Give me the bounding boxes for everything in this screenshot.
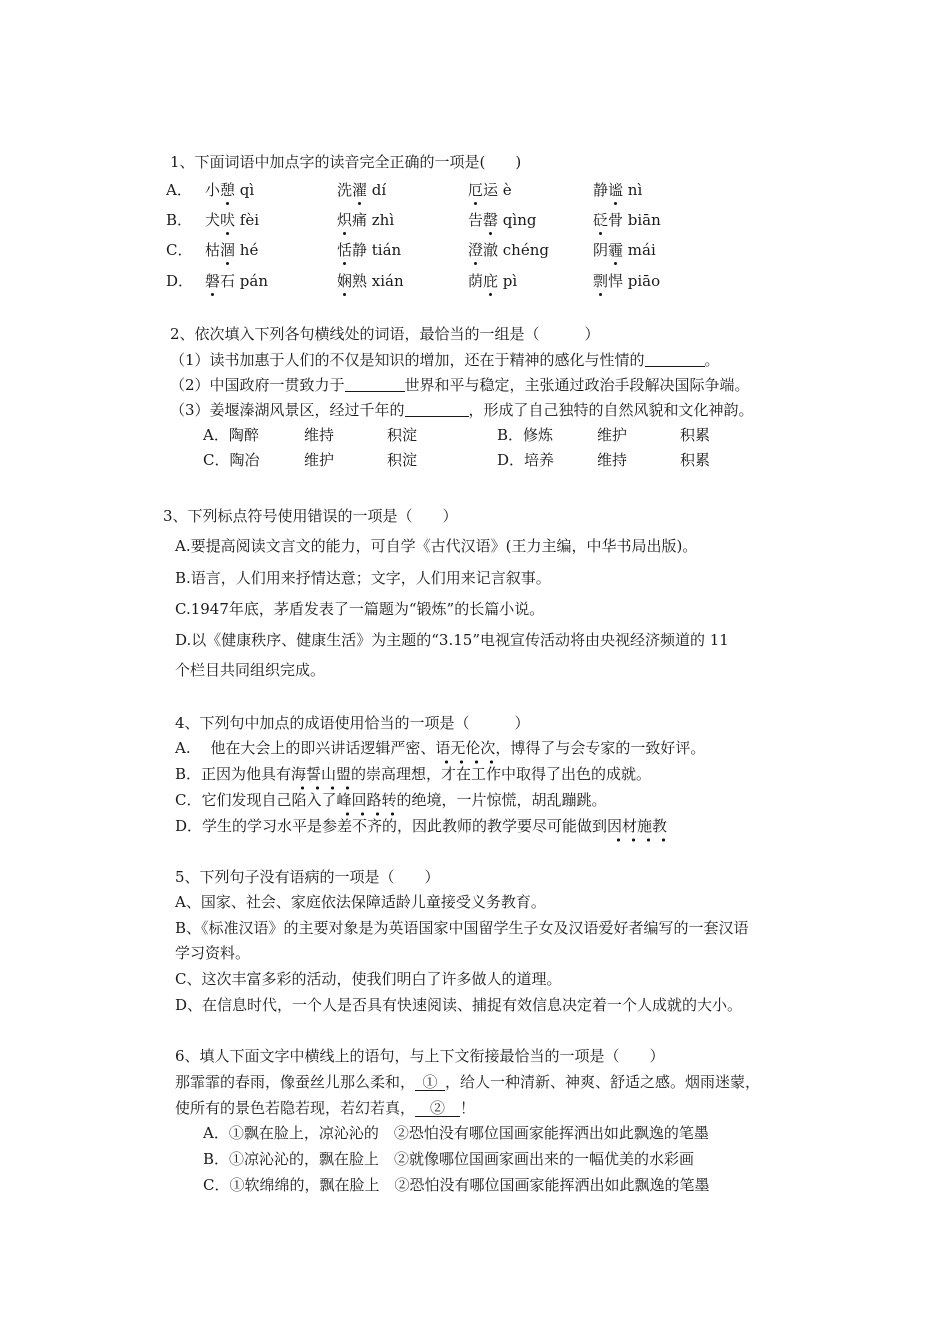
dotted-char: 厄: [468, 181, 484, 199]
q5-option-d: D、在信息时代，一个人是否具有快速阅读、捕捉有效信息决定着一个人成就的大小。: [175, 996, 743, 1014]
q4-option-c: C．它们发现自己陷入了峰回路转的绝境，一片惊慌，胡乱蹦跳。: [175, 791, 607, 809]
q2-opt-d-2: 维持: [597, 451, 628, 469]
dotted-char: 濯: [352, 181, 368, 199]
q1-option-b-word: 告罄 qìng: [468, 211, 537, 229]
dotted-char: 霾: [608, 241, 624, 259]
blank-marker-2[interactable]: ②: [415, 1099, 461, 1117]
q5-option-b-line2: 学习资料。: [175, 944, 251, 962]
q6-option-a: A．①飘在脸上，凉沁沁的 ②恐怕没有哪位国画家能挥洒出如此飘逸的笔墨: [203, 1124, 709, 1142]
q1-option-c-label: C．: [166, 241, 193, 259]
q4-option-d: D．学生的学习水平是参差不齐的，因此教师的教学要尽可能做到因材施教: [175, 817, 668, 835]
blank-marker-1[interactable]: ①: [415, 1073, 446, 1091]
dotted-char: 剽: [593, 272, 609, 290]
q6-option-c: C．①软绵绵的，飘在脸上 ②恐怕没有哪位国画家能挥洒出如此飘逸的笔墨: [203, 1176, 710, 1194]
q3-option-d-line1: D.以《健康秩序、健康生活》为主题的“3.15”电视宣传活动将由央视经济频道的 11: [175, 631, 729, 649]
dotted-char: 憩: [220, 181, 236, 199]
q1-option-a-word: 静谧 nì: [593, 181, 643, 199]
q2-opt-a-1: A．陶醉: [203, 426, 259, 444]
q2-sentence-1: （1）读书加惠于人们的不仅是知识的增加，还在于精神的感化与性情的 。: [170, 351, 720, 369]
dotted-char: 罄: [483, 211, 499, 229]
q6-passage-line2: 使所有的景色若隐若现，若幻若真， ② ！: [175, 1099, 476, 1117]
answer-blank[interactable]: [405, 400, 469, 417]
q6-passage-line1: 那霏霏的春雨，像蚕丝儿那么柔和， ① ，给人一种清新、神爽、舒适之感。烟雨迷蒙，: [175, 1073, 761, 1091]
q5-option-c: C、这次丰富多彩的活动，使我们明白了许多做人的道理。: [175, 970, 562, 988]
q1-option-a-word: 洗濯 dí: [337, 181, 387, 199]
dotted-char: 庇: [483, 272, 499, 290]
q1-option-b-label: B．: [166, 211, 193, 229]
q1-option-a-word: 小憩 qì: [205, 181, 255, 199]
q2-opt-b-1: B．修炼: [497, 426, 554, 444]
q1-option-d-word: 娴熟 xián: [337, 272, 404, 290]
q3-option-b: B.语言，人们用来抒情达意；文字，人们用来记言叙事。: [175, 569, 551, 587]
q3-stem: 3、下列标点符号使用错误的一项是（ ）: [163, 507, 458, 525]
answer-blank[interactable]: [345, 375, 405, 392]
q1-option-b-word: 砭骨 biān: [593, 211, 661, 229]
dotted-char: 砭: [593, 211, 609, 229]
q1-option-c-word: 恬静 tián: [337, 241, 402, 259]
dotted-char: 娴: [337, 272, 353, 290]
dotted-char: 恬: [337, 241, 353, 259]
dotted-char: 磐: [205, 272, 221, 290]
q2-opt-c-3: 积淀: [387, 451, 418, 469]
dotted-char: 澄: [468, 241, 484, 259]
q2-opt-d-1: D．培养: [497, 451, 555, 469]
q5-stem: 5、下列句子没有语病的一项是（ ）: [175, 868, 440, 886]
q1-option-d-word: 剽悍 piāo: [593, 272, 661, 290]
q1-option-b-word: 犬吠 fèi: [205, 211, 260, 229]
dotted-char: 吠: [220, 211, 236, 229]
q3-option-a: A.要提高阅读文言文的能力，可自学《古代汉语》(王力主编，中华书局出版)。: [175, 537, 698, 555]
q1-option-c-word: 阴霾 mái: [593, 241, 656, 259]
q4-option-a: A. 他在大会上的即兴讲话逻辑严密、语无伦次，博得了与会专家的一致好评。: [175, 739, 706, 757]
q4-option-b: B．正因为他具有海誓山盟的崇高理想，才在工作中取得了出色的成就。: [175, 765, 652, 783]
q1-option-b-word: 炽痛 zhì: [337, 211, 395, 229]
q1-option-c-word: 枯涸 hé: [205, 241, 259, 259]
q2-opt-d-3: 积累: [680, 451, 711, 469]
answer-blank[interactable]: [645, 350, 705, 367]
q3-option-d-line2: 个栏目共同组织完成。: [175, 661, 326, 679]
q2-sentence-2: （2）中国政府一贯致力于 世界和平与稳定，主张通过政治手段解决国际争端。: [170, 376, 750, 394]
q2-sentence-3: （3）姜堰溱湖风景区，经过千年的 ，形成了自己独特的自然风貌和文化神韵。: [170, 401, 754, 419]
q2-opt-b-2: 维护: [597, 426, 628, 444]
dotted-char: 谧: [608, 181, 624, 199]
q3-option-c: C.1947年底，茅盾发表了一篇题为“锻炼”的长篇小说。: [175, 600, 545, 618]
q2-opt-c-2: 维护: [304, 451, 335, 469]
dotted-idiom: 海誓山盟: [291, 765, 352, 783]
q2-stem: 2、依次填入下列各句横线处的词语，最恰当的一组是（ ）: [170, 325, 600, 343]
q1-option-a-word: 厄运 è: [468, 181, 512, 199]
q1-stem: 1、下面词语中加点字的读音完全正确的一项是( ): [170, 153, 522, 171]
q6-option-b: B．①凉沁沁的，飘在脸上 ②就像哪位国画家画出来的一幅优美的水彩画: [203, 1150, 695, 1168]
q2-opt-a-2: 维持: [304, 426, 335, 444]
q1-option-d-word: 荫庇 pì: [468, 272, 518, 290]
q2-opt-a-3: 积淀: [387, 426, 418, 444]
dotted-idiom: 语无伦次: [435, 739, 496, 757]
q2-opt-b-3: 积累: [680, 426, 711, 444]
q1-option-d-word: 磐石 pán: [205, 272, 268, 290]
dotted-idiom: 峰回路转: [336, 791, 397, 809]
q5-option-a: A、国家、社会、家庭依法保障适龄儿童接受义务教育。: [175, 893, 546, 911]
dotted-char: 炽: [337, 211, 353, 229]
q1-option-d-label: D．: [166, 272, 194, 290]
q1-option-a-label: A．: [166, 181, 192, 199]
dotted-idiom: 因材施教: [607, 817, 668, 835]
dotted-char: 涸: [220, 241, 236, 259]
q1-option-c-word: 澄澈 chéng: [468, 241, 549, 259]
q4-stem: 4、下列句中加点的成语使用恰当的一项是（ ）: [175, 714, 530, 732]
q6-stem: 6、填人下面文字中横线上的语句，与上下文衔接最恰当的一项是（ ）: [175, 1047, 665, 1065]
q5-option-b-line1: B、《标准汉语》的主要对象是为英语国家中国留学生子女及汉语爱好者编写的一套汉语: [175, 919, 749, 937]
q2-opt-c-1: C．陶冶: [203, 451, 260, 469]
